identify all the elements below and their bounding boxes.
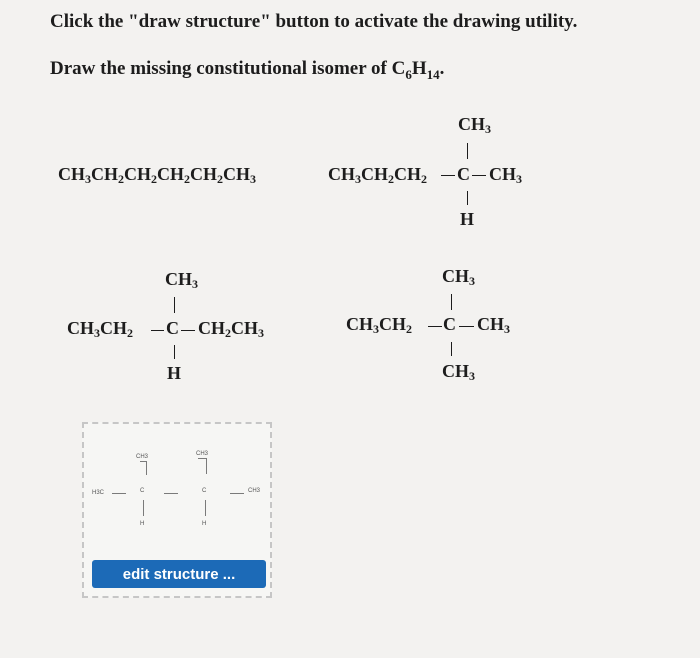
formula-h: H — [411, 58, 427, 79]
drawn-bond — [112, 493, 126, 494]
drawn-bond — [205, 500, 206, 516]
drawn-bond — [146, 461, 147, 475]
drawn-bond — [143, 500, 144, 516]
bond-left — [151, 330, 164, 331]
bond-vertical-bottom — [467, 191, 468, 205]
drawn-c2-bottom: H — [202, 521, 207, 527]
drawn-carbon-1: C — [140, 488, 145, 494]
substituent-top: $CH_3$ — [165, 269, 198, 291]
chain-left: $CH_3CH_2$ — [67, 318, 133, 340]
substituent-bottom: H — [167, 363, 182, 383]
formula-sub-14: 14 — [426, 66, 440, 82]
chain-right: $CH_3$ — [489, 164, 522, 186]
chain-group: $CH_2$ — [91, 164, 124, 186]
instruction-line-2-suffix: . — [439, 58, 445, 79]
drawn-bond — [198, 458, 206, 459]
bond-vertical-bottom — [174, 345, 175, 359]
substituent-bottom: H — [460, 209, 475, 229]
central-carbon: C — [166, 318, 179, 338]
edit-structure-button[interactable]: edit structure ... — [92, 560, 266, 588]
instruction-line-1: Click the "draw structure" button to activate the drawing utility. — [50, 11, 578, 32]
drawn-carbon-2: C — [202, 488, 207, 494]
drawn-bond — [230, 493, 244, 494]
chain-group: $CH_2$ — [157, 164, 190, 186]
chain-group: $CH_3$ — [223, 164, 256, 186]
chain-group: $CH_3$ — [58, 164, 91, 186]
drawn-right-group: CH3 — [248, 488, 261, 494]
drawn-bond — [206, 458, 207, 474]
chain-left: $CH_3CH_2$ — [346, 314, 412, 336]
bond-left — [441, 175, 455, 176]
drawn-c1-bottom: H — [140, 521, 145, 527]
instruction-line-2-prefix: Draw the missing constitutional isomer of C — [50, 58, 406, 79]
main-chain — [328, 164, 427, 187]
drawn-left-group: H3C — [92, 490, 105, 496]
bond-right — [459, 326, 474, 327]
formula-sub-6: 6 — [405, 66, 412, 82]
drawn-bond — [164, 493, 178, 494]
bond-vertical-top — [467, 143, 468, 159]
bond-vertical-top — [451, 294, 452, 310]
bond-vertical-top — [174, 297, 175, 313]
substituent-bottom: $CH_3$ — [442, 361, 475, 383]
bond-right — [181, 330, 195, 331]
drawn-c1-top: CH3 — [136, 454, 149, 460]
drawn-c2-top: CH3 — [196, 451, 209, 457]
chain-left: $CH_3CH_2CH_2$ — [328, 164, 427, 186]
chain-right: $CH_3$ — [477, 314, 510, 336]
bond-vertical-bottom — [451, 342, 452, 356]
chain-group: $CH_2$ — [124, 164, 157, 186]
instruction-line-2 — [50, 58, 444, 83]
substituent-top: $CH_3$ — [442, 266, 475, 288]
chain-group: $CH_2$ — [190, 164, 223, 186]
central-carbon: C — [457, 164, 470, 184]
bond-right — [472, 175, 486, 176]
structure-hexane — [58, 164, 256, 187]
central-carbon: C — [443, 314, 456, 334]
substituent-top: $CH_3$ — [458, 114, 491, 136]
chain-right: $CH_2CH_3$ — [198, 318, 264, 340]
bond-left — [428, 326, 442, 327]
